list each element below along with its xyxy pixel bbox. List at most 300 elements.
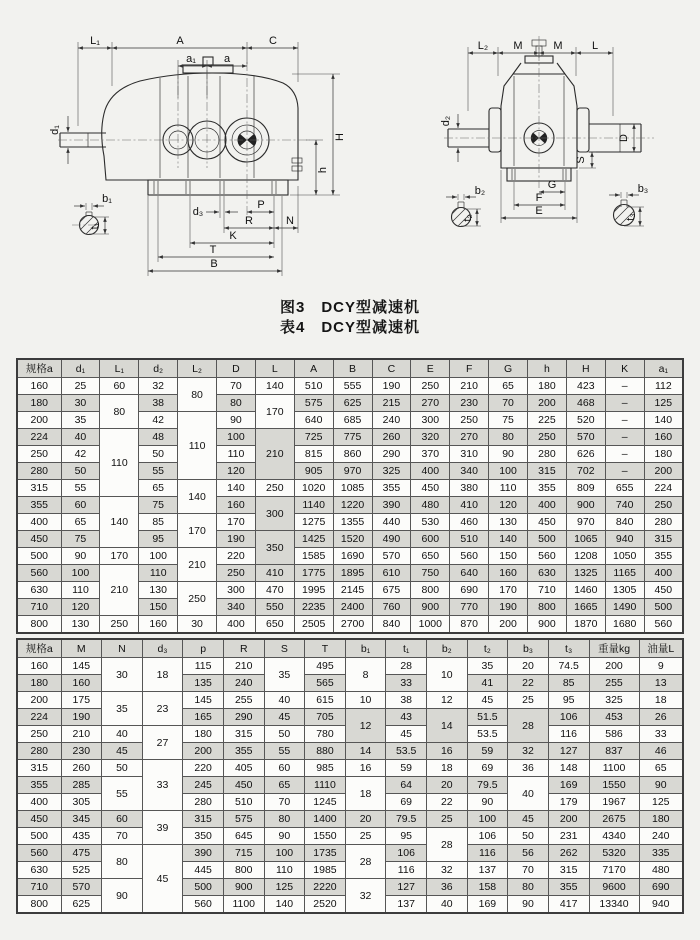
column-header: E (411, 359, 450, 378)
dimension-cell: 48 (139, 429, 178, 446)
dimension-cell: 100 (61, 565, 100, 582)
dimension-cell: 410 (255, 565, 294, 582)
dimension-cell: 69 (386, 794, 427, 811)
dim-label-b1: b₁ (102, 193, 112, 205)
dimension-cell: 45 (102, 743, 143, 760)
dim-label-M1: M (513, 40, 523, 52)
dimension-cell: 900 (566, 497, 605, 514)
dimension-cell: 525 (61, 862, 102, 879)
dimension-cell: 1870 (566, 616, 605, 634)
dimension-cell: 250 (450, 412, 489, 429)
dimension-cell: 250 (100, 616, 139, 634)
dimension-cell: 120 (61, 599, 100, 616)
dim-label-t2: t₂ (462, 214, 474, 222)
dimension-cell: 55 (139, 463, 178, 480)
dimension-cell: 470 (255, 582, 294, 599)
dimension-cell: 770 (450, 599, 489, 616)
dimension-cell: 1065 (566, 531, 605, 548)
dimension-cell: 150 (489, 548, 528, 565)
dimension-cell: 345 (61, 811, 102, 828)
dimension-cell: 210 (255, 429, 294, 480)
dimension-cell: 575 (294, 395, 333, 412)
dimension-cell: 710 (17, 879, 61, 896)
column-header: G (489, 359, 528, 378)
dimension-cell: 40 (61, 429, 100, 446)
dimension-cell: 610 (372, 565, 411, 582)
dimension-cell: – (605, 446, 644, 463)
dimension-cell: 100 (264, 845, 305, 862)
dimension-cell: 640 (294, 412, 333, 429)
dim-label-N: N (286, 215, 294, 227)
dimension-cell: 315 (223, 726, 264, 743)
dimension-cell: 160 (61, 675, 102, 692)
housing-side (102, 57, 302, 195)
dimension-cell: 500 (528, 531, 567, 548)
dimension-cell: 170 (489, 582, 528, 599)
column-header: h (528, 359, 567, 378)
column-header: L₂ (178, 359, 217, 378)
dimension-cell: 22 (426, 794, 467, 811)
column-header: a₁ (644, 359, 683, 378)
dimension-cell: 215 (372, 395, 411, 412)
dimension-cell: 80 (489, 429, 528, 446)
dimension-cell: 50 (139, 446, 178, 463)
dimension-cell: 210 (450, 378, 489, 395)
dimension-cell: 25 (426, 811, 467, 828)
dimension-cell: 400 (17, 514, 61, 531)
dimension-cell: 410 (450, 497, 489, 514)
dimension-cell: 179 (548, 794, 589, 811)
dimension-cell: 970 (566, 514, 605, 531)
dimension-cell: 775 (333, 429, 372, 446)
dimension-cell: 423 (566, 378, 605, 395)
dimension-cell: 200 (17, 692, 61, 709)
dimension-cell: 1220 (333, 497, 372, 514)
column-header: t₂ (467, 639, 508, 658)
dimension-cell: 800 (17, 616, 61, 634)
dimension-cell: 116 (467, 845, 508, 862)
dimension-cell: 2675 (589, 811, 639, 828)
dimension-cell: 2505 (294, 616, 333, 634)
dimension-cell: 280 (17, 463, 61, 480)
dimension-cell: 27 (142, 726, 183, 760)
dimension-cell: 116 (386, 862, 427, 879)
dimension-cell: 355 (223, 743, 264, 760)
dimension-cell: 380 (450, 480, 489, 497)
dimension-cell: 10 (345, 692, 386, 709)
dimension-cell: 390 (183, 845, 224, 862)
dimension-cell: 575 (223, 811, 264, 828)
dimension-cell: 315 (17, 480, 61, 497)
dimension-cell: 90 (61, 548, 100, 565)
dimension-cell: 570 (61, 879, 102, 896)
dimension-cell: 800 (17, 896, 61, 914)
dimension-cell: 300 (411, 412, 450, 429)
dimension-cell: 140 (100, 497, 139, 548)
dim-label-d3: d₃ (192, 206, 204, 218)
dcy-dimensions-table-2 (16, 638, 684, 914)
dimension-cell: 250 (217, 565, 256, 582)
dimension-cell: 14 (426, 709, 467, 743)
dimension-cell: 45 (386, 726, 427, 743)
dimension-cell: 160 (644, 429, 683, 446)
dimension-cell: 160 (217, 497, 256, 514)
dimension-cell: 1680 (605, 616, 644, 634)
dimension-cell: 95 (548, 692, 589, 709)
dimension-cell: 135 (183, 675, 224, 692)
dimension-cell: 190 (61, 709, 102, 726)
dimension-cell: 32 (345, 879, 386, 914)
dimension-cell: 1460 (566, 582, 605, 599)
dimension-cell: 970 (333, 463, 372, 480)
dimension-cell: 30 (102, 658, 143, 692)
column-header: H (566, 359, 605, 378)
dimension-cell: 95 (386, 828, 427, 845)
dimension-cell: 45 (508, 811, 549, 828)
dimension-cell: 250 (17, 446, 61, 463)
column-header: R (223, 639, 264, 658)
column-header: 重量kg (589, 639, 639, 658)
dimension-cell: 28 (386, 658, 427, 675)
dimension-cell: 260 (372, 429, 411, 446)
dimension-cell: 90 (264, 828, 305, 845)
dimension-cell: 26 (639, 709, 683, 726)
dimension-cell: 80 (217, 395, 256, 412)
dim-label-L: L (591, 40, 599, 52)
dimension-cell: 2700 (333, 616, 372, 634)
dim-label-M2: M (553, 40, 563, 52)
dimension-cell: 200 (589, 658, 639, 675)
column-header: d₂ (139, 359, 178, 378)
dimension-cell: 500 (17, 828, 61, 845)
dimension-cell: 55 (102, 777, 143, 811)
dimension-cell: 45 (264, 709, 305, 726)
dimension-cell: 650 (411, 548, 450, 565)
dimension-cell: 630 (17, 862, 61, 879)
dimension-cell: 30 (178, 616, 217, 634)
dimension-cell: 940 (639, 896, 683, 914)
dimension-cell: 340 (450, 463, 489, 480)
column-header: L₁ (100, 359, 139, 378)
dimension-cell: 160 (17, 378, 61, 395)
dim-label-L1: L₁ (90, 35, 100, 47)
dimension-cell: 495 (305, 658, 346, 675)
dimension-cell: 180 (528, 378, 567, 395)
dimension-cell: 158 (467, 879, 508, 896)
dimension-cell: 28 (508, 709, 549, 743)
dimension-cell: 280 (17, 743, 61, 760)
dimension-cell: – (605, 395, 644, 412)
dimension-cell: 520 (566, 412, 605, 429)
dimension-cell: 41 (467, 675, 508, 692)
dimension-cell: 280 (183, 794, 224, 811)
dimension-cell: 200 (548, 811, 589, 828)
dimension-cell: 165 (183, 709, 224, 726)
dimension-cell: 180 (183, 726, 224, 743)
centerlines-front (444, 36, 654, 188)
figure-caption: 图3 DCY型减速机 (279, 299, 420, 316)
dimension-cell: 85 (139, 514, 178, 531)
dimension-cell: 106 (386, 845, 427, 862)
key-section-b3 (609, 183, 648, 229)
dimension-cell: 148 (548, 760, 589, 777)
dimension-cell: 59 (467, 743, 508, 760)
dimension-cell: 905 (294, 463, 333, 480)
dimension-cell: – (605, 412, 644, 429)
dimension-cell: 1020 (294, 480, 333, 497)
dimension-cell: 450 (528, 514, 567, 531)
dimension-cell: 355 (528, 480, 567, 497)
dimension-cell: 38 (139, 395, 178, 412)
dimension-cell: 43 (386, 709, 427, 726)
dim-label-K: K (229, 230, 237, 242)
column-header: N (102, 639, 143, 658)
dimension-cell: 675 (372, 582, 411, 599)
dimension-cell: 39 (142, 811, 183, 845)
dimension-cell: 225 (528, 412, 567, 429)
dimension-cell: 36 (426, 879, 467, 896)
dimension-cell: 390 (372, 497, 411, 514)
dimension-cell: 40 (508, 777, 549, 811)
dimension-cell: 170 (217, 514, 256, 531)
dimension-cell: 809 (566, 480, 605, 497)
dimension-cell: 325 (589, 692, 639, 709)
dimension-cell: 350 (255, 531, 294, 565)
dimension-cell: 160 (139, 616, 178, 634)
dimension-cell: 90 (102, 879, 143, 914)
dimension-cell: 626 (566, 446, 605, 463)
dimension-cell: 85 (548, 675, 589, 692)
dimension-cell: 60 (100, 378, 139, 395)
dimension-cell: 325 (372, 463, 411, 480)
dimension-cell: 270 (411, 395, 450, 412)
dimension-cell: 80 (178, 378, 217, 412)
dimension-cell: 570 (372, 548, 411, 565)
dimension-cell: 210 (100, 565, 139, 616)
dimension-cell: 28 (426, 828, 467, 862)
dimension-cell: 140 (217, 480, 256, 497)
dimension-cell: 95 (139, 531, 178, 548)
dimension-cell: 169 (467, 896, 508, 914)
dimension-cell: 530 (411, 514, 450, 531)
dimension-cell: 110 (100, 429, 139, 497)
dimension-cell: 435 (61, 828, 102, 845)
dimension-cell: 125 (644, 395, 683, 412)
dimension-cell: 2220 (305, 879, 346, 896)
dimension-cell: 33 (386, 675, 427, 692)
dimension-cell: 70 (489, 395, 528, 412)
dimension-cell: 112 (644, 378, 683, 395)
dimension-cell: 35 (264, 658, 305, 692)
dimension-cell: 1165 (605, 565, 644, 582)
dimension-cell: 50 (508, 828, 549, 845)
dim-label-d1: d₁ (49, 125, 61, 135)
dim-label-R: R (245, 215, 253, 227)
dimension-cell: 780 (305, 726, 346, 743)
dimension-cell: 453 (589, 709, 639, 726)
dimension-cell: 560 (450, 548, 489, 565)
dimension-cell: 290 (223, 709, 264, 726)
dimension-cell: 45 (467, 692, 508, 709)
dimension-cell: 145 (183, 692, 224, 709)
dimension-cell: 16 (426, 743, 467, 760)
dimension-cell: 180 (644, 446, 683, 463)
dimension-cell: 1895 (333, 565, 372, 582)
dimension-cell: 106 (548, 709, 589, 726)
dimension-cell: 1085 (333, 480, 372, 497)
dimension-cell: 1355 (333, 514, 372, 531)
dimension-cell: 400 (17, 794, 61, 811)
dimension-cell: 1110 (305, 777, 346, 794)
dimension-cell: 450 (223, 777, 264, 794)
dimension-cell: 655 (605, 480, 644, 497)
dimension-cell: 22 (508, 675, 549, 692)
dcy-dimensions-table-1 (16, 358, 684, 634)
dimension-cell: 140 (489, 531, 528, 548)
dimension-cell: 220 (217, 548, 256, 565)
dimension-cell: 290 (372, 446, 411, 463)
dimension-cell: 50 (102, 760, 143, 777)
dimension-cell: 70 (102, 828, 143, 845)
dimension-cell: 840 (605, 514, 644, 531)
dimensions-table-2-container (16, 638, 684, 914)
dimension-cell: 690 (639, 879, 683, 896)
dimension-cell: 160 (489, 565, 528, 582)
dimension-cell: 9600 (589, 879, 639, 896)
dimension-cell: 175 (61, 692, 102, 709)
dimension-cell: 169 (548, 777, 589, 794)
dimension-cell: 900 (411, 599, 450, 616)
dimension-cell: 1275 (294, 514, 333, 531)
dimension-cell: 255 (223, 692, 264, 709)
dimension-cell: 450 (17, 811, 61, 828)
dimension-cell: 560 (644, 616, 683, 634)
column-header: d₁ (61, 359, 100, 378)
dimension-cell: 1425 (294, 531, 333, 548)
dimension-cell: 510 (450, 531, 489, 548)
dimension-cell: 300 (255, 497, 294, 531)
dimension-cell: 70 (508, 862, 549, 879)
dimension-cell: 200 (644, 463, 683, 480)
dimension-cell: 200 (17, 412, 61, 429)
dimension-cell: 310 (450, 446, 489, 463)
dimension-cell: 65 (264, 777, 305, 794)
dim-label-L2: L₂ (477, 40, 489, 52)
dimension-cell: 560 (17, 845, 61, 862)
dimension-cell: 250 (644, 497, 683, 514)
dimension-cell: 35 (102, 692, 143, 726)
dimension-cell: 79.5 (386, 811, 427, 828)
dimension-cell: 500 (183, 879, 224, 896)
dimension-cell: 35 (467, 658, 508, 675)
dimension-cell: 190 (489, 599, 528, 616)
dimension-cell: 260 (61, 760, 102, 777)
column-header: p (183, 639, 224, 658)
dimension-cell: 315 (183, 811, 224, 828)
column-header: 油量L (639, 639, 683, 658)
dimension-cell: 500 (17, 548, 61, 565)
column-header: T (305, 639, 346, 658)
dimension-cell: 270 (450, 429, 489, 446)
column-header: b₁ (345, 639, 386, 658)
column-header: F (450, 359, 489, 378)
dimension-cell: 315 (17, 760, 61, 777)
dimension-cell: 69 (467, 760, 508, 777)
dimension-cell: 110 (178, 412, 217, 480)
dimension-cell: 51.5 (467, 709, 508, 726)
dimension-cell: 90 (217, 412, 256, 429)
dimension-cell: 56 (508, 845, 549, 862)
dimension-cell: 130 (61, 616, 100, 634)
dimension-cell: 180 (17, 395, 61, 412)
dimension-cell: 690 (450, 582, 489, 599)
dimension-cell: 2400 (333, 599, 372, 616)
figure-side-view (0, 0, 370, 295)
dimension-cell: 450 (411, 480, 450, 497)
dimension-cell: 53.5 (467, 726, 508, 743)
dimension-cell: 116 (548, 726, 589, 743)
dimension-cell: 1690 (333, 548, 372, 565)
dimension-cell: 815 (294, 446, 333, 463)
dimension-cell: 25 (345, 828, 386, 845)
dimension-cell: 55 (264, 743, 305, 760)
dimension-cell: 1995 (294, 582, 333, 599)
dimension-cell: 106 (467, 828, 508, 845)
dim-label-a: a (223, 53, 231, 65)
dimension-cell: 400 (528, 497, 567, 514)
dimension-cell: 510 (223, 794, 264, 811)
dimension-cell: 1050 (605, 548, 644, 565)
dimension-cell: 110 (217, 446, 256, 463)
column-header: D (217, 359, 256, 378)
dimension-cell: 74.5 (548, 658, 589, 675)
dimension-cell: 460 (450, 514, 489, 531)
dimension-cell: 280 (644, 514, 683, 531)
dimension-cell: 70 (264, 794, 305, 811)
dimension-cell: 740 (605, 497, 644, 514)
dimensions-table-1-container (16, 358, 684, 634)
dimension-cell: 220 (183, 760, 224, 777)
dimension-cell: 702 (566, 463, 605, 480)
dimension-cell: 715 (223, 845, 264, 862)
dimension-cell: 120 (489, 497, 528, 514)
dimension-cell: 355 (548, 879, 589, 896)
dimension-cell: 90 (489, 446, 528, 463)
dimension-cell: 40 (264, 692, 305, 709)
dimension-cell: 400 (644, 565, 683, 582)
dimension-cell: 60 (264, 760, 305, 777)
dimension-cell: 570 (566, 429, 605, 446)
dimension-cell: 110 (489, 480, 528, 497)
dimension-cell: 20 (426, 777, 467, 794)
column-header: B (333, 359, 372, 378)
dimension-cell: 1100 (223, 896, 264, 914)
column-header: b₂ (426, 639, 467, 658)
dimension-cell: 565 (305, 675, 346, 692)
dim-label-b3: b₃ (637, 183, 649, 195)
dimension-cell: 200 (528, 395, 567, 412)
dimension-cell: 468 (566, 395, 605, 412)
dimension-cell: 190 (372, 378, 411, 395)
dimension-cell: 250 (17, 726, 61, 743)
dimension-cell: 1400 (305, 811, 346, 828)
dimension-cell: 80 (102, 845, 143, 879)
dimension-cell: 160 (17, 658, 61, 675)
dimension-cell: 53.5 (386, 743, 427, 760)
dimension-cell: 900 (223, 879, 264, 896)
dimension-cell: 725 (294, 429, 333, 446)
dimension-cell: 280 (528, 446, 567, 463)
